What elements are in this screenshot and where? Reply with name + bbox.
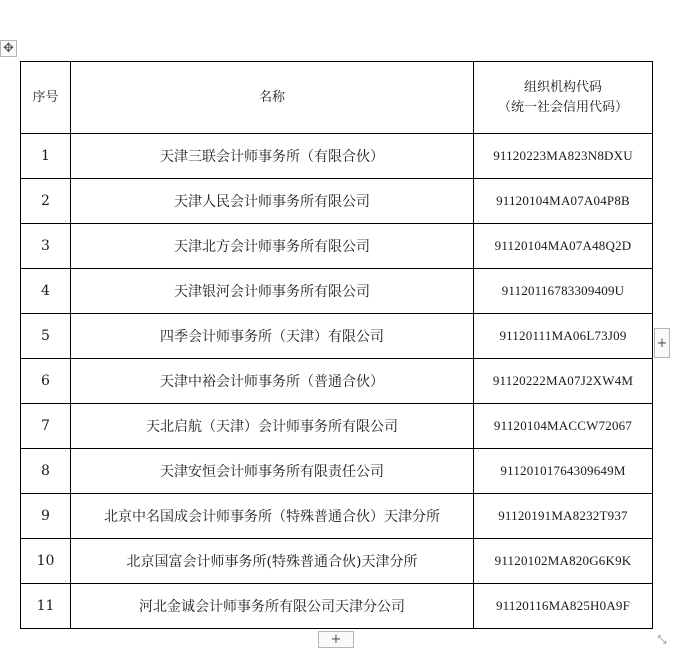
header-index: 序号 (21, 62, 71, 134)
cell-code: 91120102MA820G6K9K (474, 539, 653, 584)
table-resize-icon[interactable]: ⤡ (657, 633, 667, 646)
cell-name: 天津三联会计师事务所（有限合伙） (71, 134, 474, 179)
cell-name: 天北启航（天津）会计师事务所有限公司 (71, 404, 474, 449)
cell-code: 91120101764309649M (474, 449, 653, 494)
header-code (474, 62, 653, 134)
header-code-line1: 组织机构代码 (523, 79, 602, 95)
table-header-row (21, 62, 653, 134)
table-row (21, 179, 653, 224)
add-column-button[interactable]: + (654, 328, 670, 358)
cell-index: 1 (21, 134, 71, 179)
cell-name: 天津银河会计师事务所有限公司 (71, 269, 474, 314)
cell-name: 四季会计师事务所（天津）有限公司 (71, 314, 474, 359)
cell-index: 2 (21, 179, 71, 224)
cell-code: 91120111MA06L73J09 (474, 314, 653, 359)
cell-index: 5 (21, 314, 71, 359)
table-row (21, 314, 653, 359)
header-name: 名称 (71, 62, 474, 134)
table-row (21, 224, 653, 269)
cell-index: 7 (21, 404, 71, 449)
cell-name: 北京国富会计师事务所(特殊普通合伙)天津分所 (71, 539, 474, 584)
table-row (21, 539, 653, 584)
cell-code: 91120223MA823N8DXU (474, 134, 653, 179)
cell-index: 3 (21, 224, 71, 269)
cell-name: 天津北方会计师事务所有限公司 (71, 224, 474, 269)
table-row (21, 269, 653, 314)
cell-name: 北京中名国成会计师事务所（特殊普通合伙）天津分所 (71, 494, 474, 539)
cell-code: 91120104MA07A48Q2D (474, 224, 653, 269)
table-move-icon[interactable]: ✥ (0, 40, 17, 57)
cell-name: 天津中裕会计师事务所（普通合伙） (71, 359, 474, 404)
table-row (21, 494, 653, 539)
cell-index: 9 (21, 494, 71, 539)
cell-code: 91120104MA07A04P8B (474, 179, 653, 224)
cell-code: 91120222MA07J2XW4M (474, 359, 653, 404)
cell-index: 10 (21, 539, 71, 584)
table-row (21, 584, 653, 629)
cell-name: 河北金诚会计师事务所有限公司天津分公司 (71, 584, 474, 629)
cell-index: 6 (21, 359, 71, 404)
table-row (21, 134, 653, 179)
add-row-button[interactable]: + (318, 631, 354, 648)
cell-index: 4 (21, 269, 71, 314)
cell-code: 91120191MA8232T937 (474, 494, 653, 539)
cell-name: 天津安恒会计师事务所有限责任公司 (71, 449, 474, 494)
header-code-line2: （统一社会信用代码） (497, 99, 628, 115)
table-row (21, 449, 653, 494)
table-row (21, 404, 653, 449)
cell-code: 91120104MACCW72067 (474, 404, 653, 449)
cell-name: 天津人民会计师事务所有限公司 (71, 179, 474, 224)
cell-code: 91120116783309409U (474, 269, 653, 314)
cell-code: 91120116MA825H0A9F (474, 584, 653, 629)
registry-table (20, 61, 653, 629)
cell-index: 11 (21, 584, 71, 629)
cell-index: 8 (21, 449, 71, 494)
table-row (21, 359, 653, 404)
